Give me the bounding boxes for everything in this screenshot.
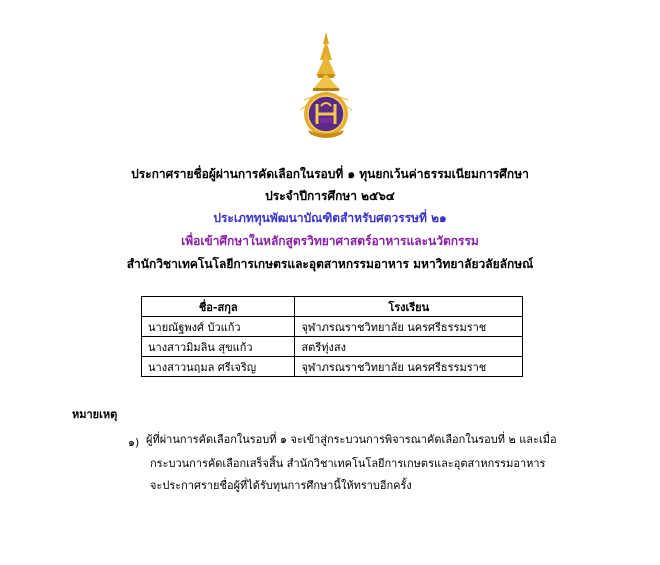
program-line: เพื่อเข้าศึกษาในหลักสูตรวิทยาศาสตร์อาหารและนวัตกรรม [181,234,479,248]
table-row [142,337,523,357]
university-seal-icon [296,30,356,140]
announcement-title-line1: ประกาศรายชื่อผู้ผ่านการคัดเลือกในรอบที่ ๑ ทุนยกเว้นค่าธรรมเนียมการศึกษา [131,167,529,181]
cell-name: นางสาวมิมลิน สุขแก้ว [142,337,295,357]
winners-table [141,296,523,377]
table-row [142,357,523,377]
cell-school: จุฬาภรณราชวิทยาลัย นครศรีธรรมราช [295,357,523,377]
cell-school: สตรีทุ่งสง [295,337,523,357]
cell-name: นางสาวนฤมล ศรีเจริญ [142,357,295,377]
cell-name: นายณัฐพงศ์ บัวแก้ว [142,317,295,337]
column-header-name: ชื่อ-สกุล [142,297,295,317]
table-header-row [142,297,523,317]
column-header-school: โรงเรียน [295,297,523,317]
note-item-number: ๑) [128,436,140,449]
school-university-line: สำนักวิชาเทคโนโลยีการเกษตรและอุตสาหกรรมอาหาร มหาวิทยาลัยวลัยลักษณ์ [126,257,534,271]
academic-year-line: ประจำปีการศึกษา ๒๕๖๔ [265,189,395,203]
note-line-1: ผู้ที่ผ่านการคัดเลือกในรอบที่ ๑ จะเข้าสู่กระบวนการพิจารณาคัดเลือกในรอบที่ ๒ และเมื่อ [146,433,557,446]
note-line-3: จะประกาศรายชื่อผู้ที่ได้รับทุนการศึกษานี้ให้ทราบอีกครั้ง [150,479,412,492]
note-line-2: กระบวนการคัดเลือกเสร็จสิ้น สำนักวิชาเทคโนโลยีการเกษตรและอุตสาหกรรมอาหาร [150,457,546,470]
table-row [142,317,523,337]
scholarship-type-line: ประเภททุนพัฒนาบัณฑิตสำหรับศตวรรษที่ ๒๑ [213,211,447,225]
notes-title: หมายเหตุ [72,408,118,421]
cell-school: จุฬาภรณราชวิทยาลัย นครศรีธรรมราช [295,317,523,337]
